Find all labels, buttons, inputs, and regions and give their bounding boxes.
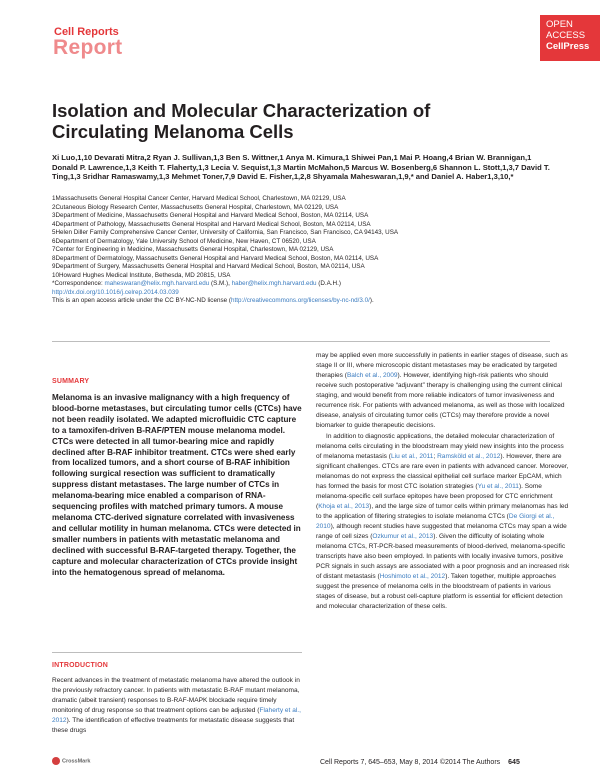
divider xyxy=(52,341,550,342)
affiliation: 5Helen Diller Family Comprehensive Cancer Center, University of California, San Francisco, San Francisco, CA 94143, USA xyxy=(52,229,399,236)
page-number: 645 xyxy=(508,759,520,766)
citation-link[interactable]: Liu et al., 2011 xyxy=(390,453,434,460)
crossmark-icon xyxy=(52,757,60,765)
journal-name: Cell Reports xyxy=(54,26,119,38)
email-link[interactable]: maheswaran@helix.mgh.harvard.edu xyxy=(104,280,210,287)
open-access-badge[interactable] xyxy=(540,15,600,61)
footer-citation: Cell Reports 7, 645–653, May 8, 2014 ©2014 The Authors xyxy=(320,759,501,766)
email-link[interactable]: haber@helix.mgh.harvard.edu xyxy=(231,280,317,287)
summary-heading: SUMMARY xyxy=(52,378,90,385)
affiliations xyxy=(52,195,552,306)
citation-link[interactable]: Ramsköld et al., 2012 xyxy=(437,453,501,460)
citation-link[interactable]: Flaherty et al., 2012 xyxy=(52,707,301,724)
affiliation: 4Department of Pathology, Massachusetts General Hospital and Harvard Medical School, Boston, MA 02114, USA xyxy=(52,220,371,228)
crossmark-logo[interactable]: CrossMark xyxy=(52,757,90,765)
introduction-heading: INTRODUCTION xyxy=(52,662,109,669)
article-title: Isolation and Molecular Characterization of Circulating Melanoma Cells xyxy=(52,100,431,142)
right-column-text xyxy=(316,351,570,612)
badge-line-access: ACCESS xyxy=(546,30,586,41)
badge-line-cellpress: CellPress xyxy=(546,41,590,52)
correspondence: *Correspondence: maheswaran@helix.mgh.harvard.edu (S.M.), haber@helix.mgh.harvard.edu (D.A.H.) xyxy=(52,280,341,287)
paragraph: In addition to diagnostic applications, the detailed molecular characterization of melanoma cells circulating in the bloodstream may yield new insights into the process of melanoma metastasis (Liu et al., 2011; Ramsköld et al., 2012). However, there are significant challenges. CTCs are rare even in patients with advanced cancer. Moreover, melanomas do not express the classical epithelial cell surface marker EpCAM, which has formed the basis for most CTC isolation strategies (Yu et al., 2011). Some melanoma-specific cell surface epitopes have been proposed for CTC enrichment (Khoja et al., 2013), and the large size of tumor cells within primary melanomas has led to the application of filtering strategies to isolate melanoma CTCs (De Giorgi et al., 2010), although recent studies have suggested that melanoma CTCs may span a wide range of cell sizes (Ozkumur et al., 2013). Given the difficulty of isolating whole melanoma CTCs, RT-PCR-based measurements of blood-derived, melanoma-specific transcripts have also been employed. In patients with locally invasive tumors, positive PCR signals in such assays are associated with a poor prognosis and an increased risk of distant metastasis (Hoshimoto et al., 2012). Taken together, multiple approaches suggest the presence of melanoma cells in the bloodstream of patients in various stages of disease, but a robust cell-capture platform is essential for efficient detection and molecular characterization of these cells. xyxy=(316,433,570,610)
affiliation: 3Department of Medicine, Massachusetts General Hospital and Harvard Medical School, Boston, MA 02114, USA xyxy=(52,212,369,219)
affiliation: 2Cutaneous Biology Research Center, Massachusetts General Hospital, Charlestown, MA 02129, USA xyxy=(52,203,339,211)
citation-link[interactable]: Khoja et al., 2013 xyxy=(318,503,370,510)
citation-link[interactable]: De Giorgi et al., 2010 xyxy=(316,513,555,530)
license-link[interactable]: http://creativecommons.org/licenses/by-nc-nd/3.0/ xyxy=(230,297,370,304)
citation-link[interactable]: Yu et al., 2011 xyxy=(477,483,519,490)
introduction-text: Recent advances in the treatment of metastatic melanoma have altered the outlook in the previously refractory cancer. In patients with metastatic B-RAF mutant melanoma, dramatic (albeit transient) responses to B-RAF-MAPK blockade require timely monitoring of drug response so that treatment options can be adjusted (Flaherty et al., 2012). The identification of effective treatments for metastatic disease suggests that these drugs xyxy=(52,677,301,734)
affiliation: 8Department of Dermatology, Massachusetts General Hospital and Harvard Medical School, Boston, MA 02114, USA xyxy=(52,254,379,262)
article-type: Report xyxy=(53,36,123,59)
page-footer xyxy=(320,759,520,766)
affiliation: 6Department of Dermatology, Yale University School of Medicine, New Haven, CT 06520, USA xyxy=(52,237,316,245)
badge-line-open: OPEN xyxy=(546,19,573,30)
citation-link[interactable]: Hoshimoto et al., 2012 xyxy=(379,573,446,580)
license-line: This is an open access article under the CC BY-NC-ND license (http://creativecommons.org/licenses/by-nc-nd/3.0/). xyxy=(52,297,374,304)
citation-link[interactable]: Balch et al., 2009 xyxy=(346,372,398,379)
summary-text: Melanoma is an invasive malignancy with a high frequency of blood-borne metastases, but circulating tumor cells (CTCs) have not been readily isolated. We adapted microfluidic CTC capture to a tamoxifen-driven B-RAF/PTEN mouse melanoma model. CTCs were detected in all tumor-bearing mice and rapidly declined after B-RAF inhibitor treatment. CTCs were shed early from localized tumors, and a short course of B-RAF inhibition following surgical resection was sufficient to dramatically suppress distant metastases. The large number of CTCs in melanoma-bearing mice enabled a comparison of RNA-sequencing profiles with matched primary tumors. A mouse melanoma CTC-derived signature correlated with invasiveness and cellular motility in human melanoma. CTCs were detected in smaller numbers in patients with metastatic melanoma and declined with successful B-RAF-targeted therapy. Together, the capture and molecular characterization of CTCs provide insight into the hematogenous spread of melanoma. xyxy=(52,393,302,577)
paragraph: may be applied even more successfully in patients in earlier stages of disease, such as stage II or III, where microscopic distant metastases may be eradicated by targeted therapies (Balch et al., 2009). However, identifying high-risk patients who should receive such postoperative “adjuvant” therapy is challenging using the current clinical staging, and would benefit from more reliable indicators of tumor invasiveness and recurrence risk. For patients with advanced melanoma, as well as those with localized disease, analysis of circulating tumor cells (CTCs) may therefore provide a novel biomarker to guide therapeutic decisions. xyxy=(316,352,568,429)
affiliation: 10Howard Hughes Medical Institute, Bethesda, MD 20815, USA xyxy=(52,271,231,279)
doi-link[interactable]: http://dx.doi.org/10.1016/j.celrep.2014.03.039 xyxy=(52,288,179,296)
affiliation: 7Center for Engineering in Medicine, Massachusetts General Hospital, Charlestown, MA 02129, USA xyxy=(52,246,334,253)
divider xyxy=(52,652,302,653)
affiliation: 1Massachusetts General Hospital Cancer Center, Harvard Medical School, Charlestown, MA 02129, USA xyxy=(52,195,346,202)
affiliation: 9Department of Surgery, Massachusetts General Hospital and Harvard Medical School, Boston, MA 02114, USA xyxy=(52,263,365,270)
citation-link[interactable]: Ozkumur et al., 2013 xyxy=(372,533,434,540)
author-list: Xi Luo,1,10 Devarati Mitra,2 Ryan J. Sullivan,1,3 Ben S. Wittner,1 Anya M. Kimura,1 Shiwei Pan,1 Mai P. Hoang,4 Brian W. Brannigan,1 Donald P. Lawrence,1,3 Keith T. Flaherty,1,3 Lecia V. Sequist,1,3 Martin McMahon,5 Marcus W. Bosenberg,6 Shannon L. Stott,1,3,7 David T. Ting,1,3 Sridhar Ramaswamy,1,3 Mehmet Toner,7,9 David E. Fisher,1,2,8 Shyamala Maheswaran,1,9,* and Daniel A. Haber1,3,10,* xyxy=(52,153,550,182)
